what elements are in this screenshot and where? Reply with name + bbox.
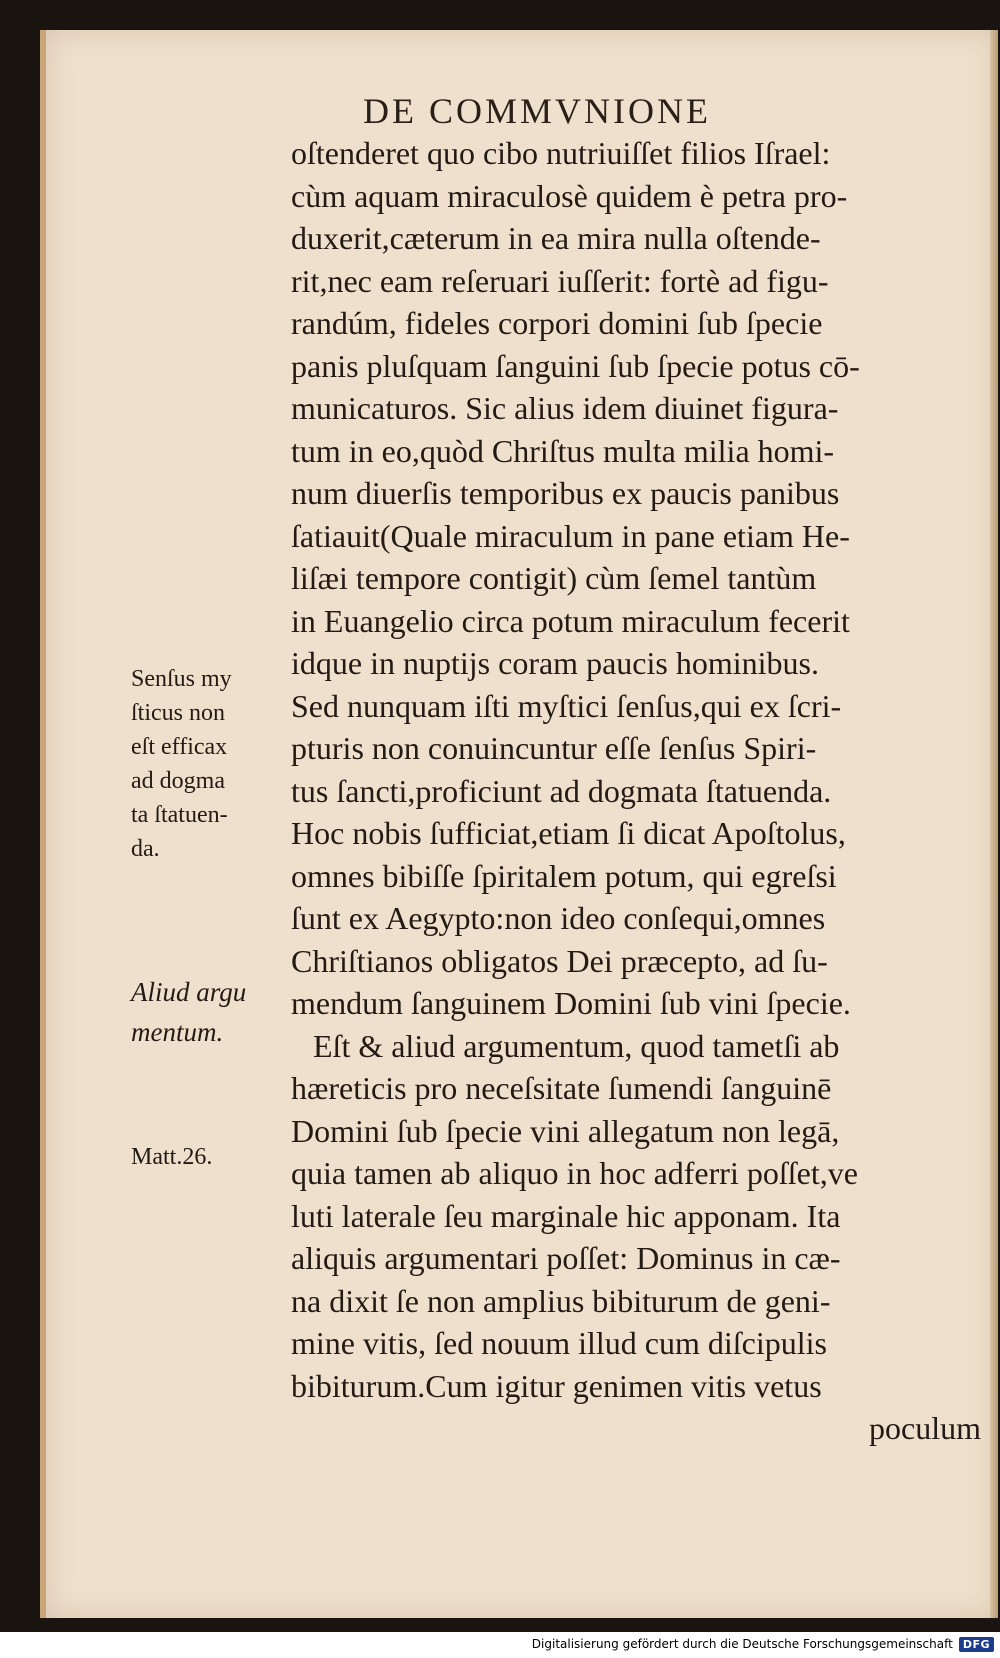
dfg-logo-icon: DFG: [959, 1637, 994, 1652]
text-line: aliquis argumentari poſſet: Dominus in cæ-: [291, 1240, 841, 1276]
margin-note-aliud: [131, 972, 246, 1052]
text-line: ſunt ex Aegypto:non ideo conſequi,omnes: [291, 900, 826, 936]
text-line: mendum ſanguinem Domini ſub vini ſpecie.: [291, 985, 851, 1021]
text-line: pturis non conuincuntur eſſe ſenſus Spiri-: [291, 730, 817, 766]
text-line: Chriſtianos obligatos Dei præcepto, ad ſu-: [291, 942, 828, 979]
margin-line: Senſus my: [131, 666, 232, 692]
text-line: rit,nec eam reſeruari iuſſerit: fortè ad figu-: [291, 262, 829, 299]
footer-credit: [532, 1634, 994, 1654]
text-line: omnes bibiſſe ſpiritalem potum, qui egreſsi: [291, 857, 837, 894]
margin-line: mentum.: [131, 1017, 224, 1047]
margin-line: da.: [131, 836, 160, 862]
text-line: idque in nuptijs coram paucis hominibus.: [291, 645, 819, 681]
margin-note-sensus: [131, 662, 232, 866]
text-line: cùm aquam miraculosè quidem è petra pro-: [291, 177, 848, 214]
text-line: tus ſancti,proficiunt ad dogmata ſtatuenda.: [291, 772, 832, 809]
text-line: municaturos. Sic alius idem diuinet figura-: [291, 390, 839, 426]
body-text: [291, 132, 981, 1450]
text-line: num diuerſis temporibus ex paucis panibus: [291, 475, 840, 511]
margin-line: eſt efficax: [131, 734, 228, 760]
margin-line: ad dogma: [131, 768, 225, 794]
text-line: na dixit ſe non amplius bibiturum de geni-: [291, 1282, 831, 1319]
text-line: hæreticis pro neceſsitate ſumendi ſanguinē: [291, 1070, 832, 1106]
text-line: Domini ſub ſpecie vini allegatum non legā,: [291, 1112, 840, 1149]
margin-line: Matt.26.: [131, 1144, 213, 1170]
text-line: panis pluſquam ſanguini ſub ſpecie potus cō-: [291, 347, 860, 384]
text-line: oſtenderet quo cibo nutriuiſſet filios Iſrael:: [291, 135, 831, 171]
margin-line: Aliud argu: [131, 977, 247, 1007]
margin-line: ta ſtatuen-: [131, 802, 228, 828]
book-page: [40, 30, 998, 1618]
text-line: randúm, fideles corpori domini ſub ſpecie: [291, 305, 823, 341]
running-head: DE COMMVNIONE: [363, 91, 711, 131]
text-line: luti laterale ſeu marginale hic apponam. Ita: [291, 1197, 841, 1234]
text-line: bibiturum.Cum igitur genimen vitis vetus: [291, 1367, 822, 1404]
text-line: ſatiauit(Quale miraculum in pane etiam He-: [291, 517, 850, 554]
catchword: poculum: [869, 1410, 981, 1446]
footer-text: Digitalisierung gefördert durch die Deutsche Forschungsgemeinschaft: [531, 1637, 953, 1651]
text-line: duxerit,cæterum in ea mira nulla oſtende-: [291, 220, 821, 256]
text-line: Hoc nobis ſufficiat,etiam ſi dicat Apoſtolus,: [291, 815, 846, 851]
text-line: Eſt & aliud argumentum, quod tametſi ab: [313, 1027, 840, 1064]
text-line: mine vitis, ſed nouum illud cum diſcipulis: [291, 1325, 827, 1361]
text-line: in Euangelio circa potum miraculum fecerit: [291, 602, 850, 639]
text-line: quia tamen ab aliquo in hoc adferri poſſet,ve: [291, 1155, 858, 1191]
margin-note-matt: [131, 1140, 212, 1174]
text-line: Sed nunquam iſti myſtici ſenſus,qui ex ſcri-: [291, 687, 842, 724]
text-line: tum in eo,quòd Chriſtus multa milia homi-: [291, 432, 835, 469]
text-line: liſæi tempore contigit) cùm ſemel tantùm: [291, 560, 817, 596]
margin-line: ſticus non: [131, 700, 225, 726]
page-edge: [990, 30, 998, 1618]
